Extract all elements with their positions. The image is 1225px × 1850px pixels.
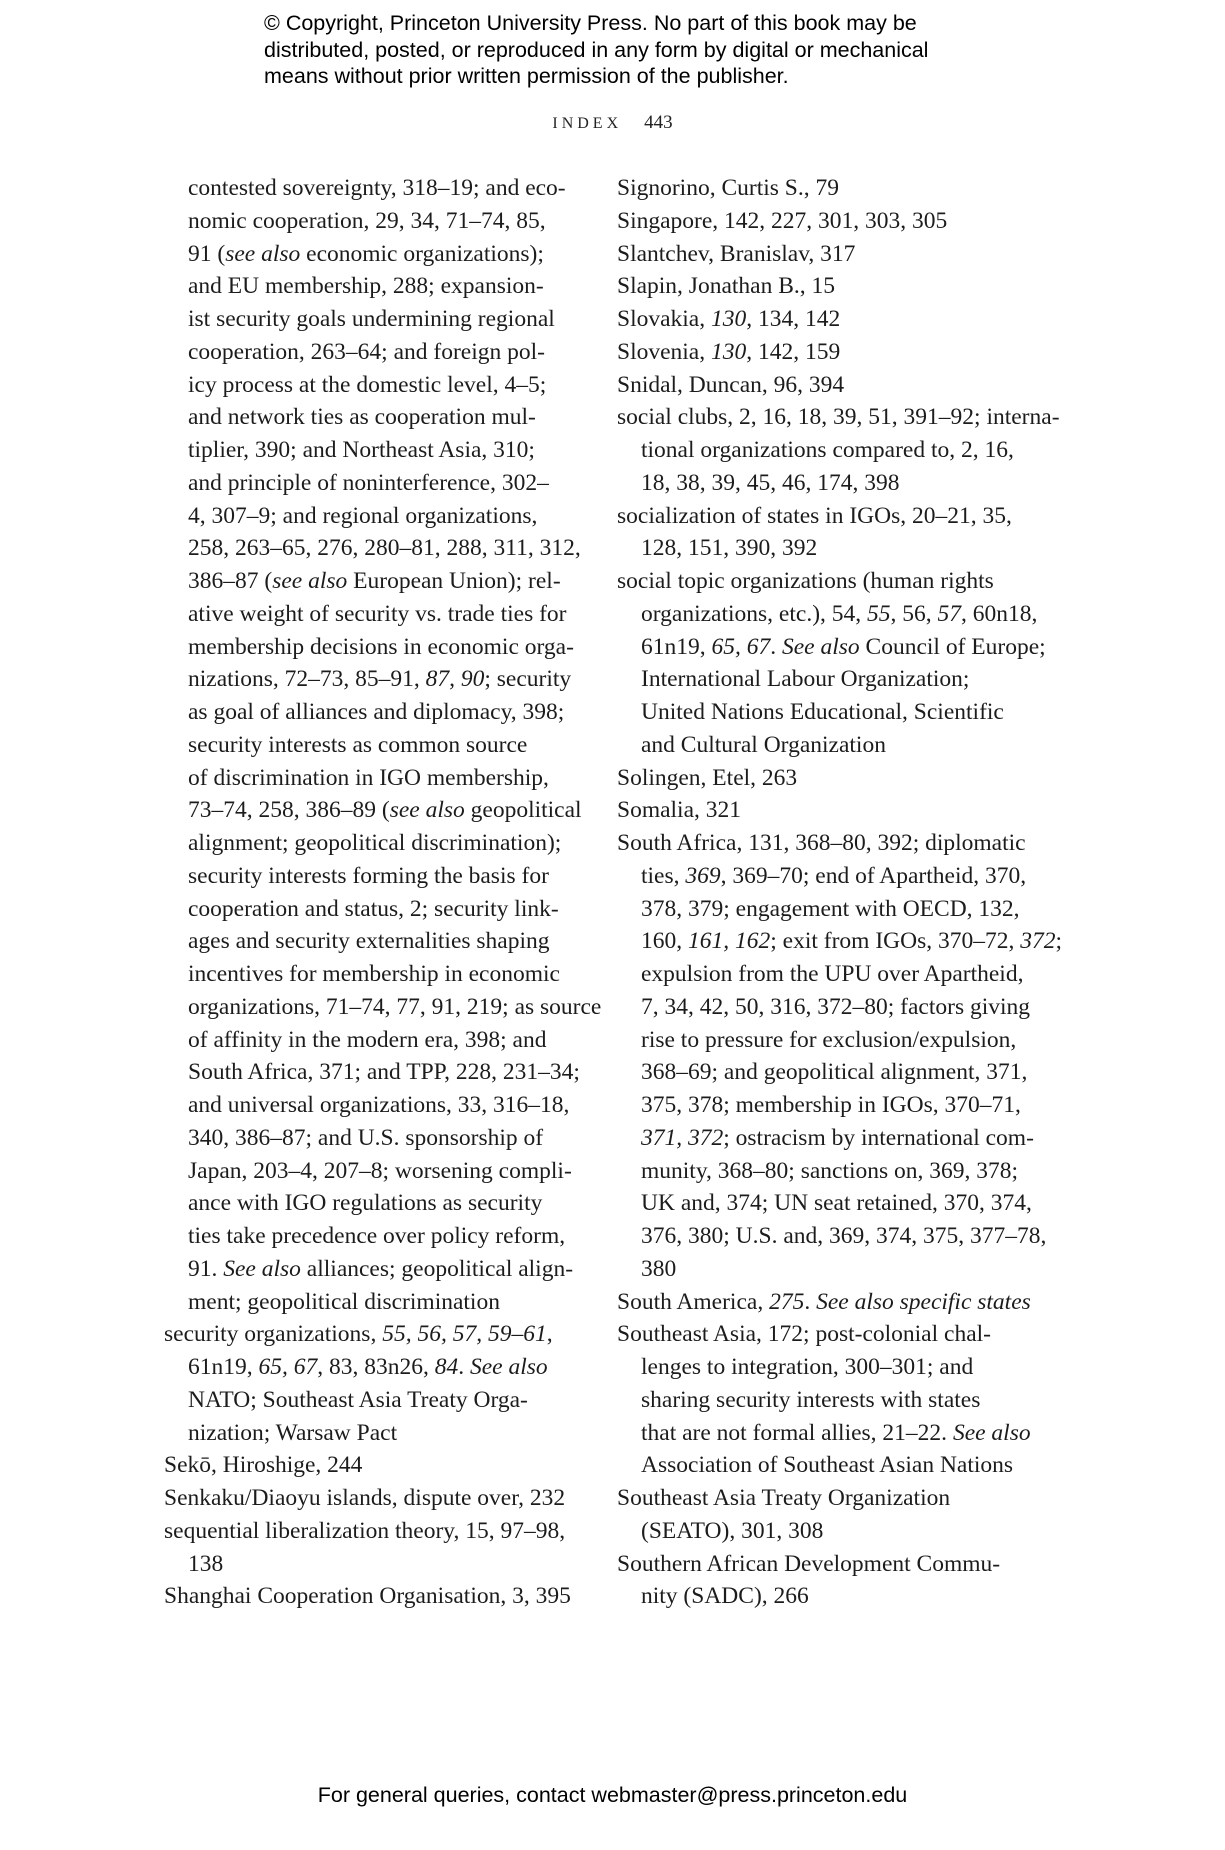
footer-contact: For general queries, contact webmaster@press.princeton.edu — [317, 1783, 908, 1807]
index-line: 375, 378; membership in IGOs, 370–71, — [641, 1092, 1021, 1118]
index-line: Japan, 203–4, 207–8; worsening compli- — [188, 1157, 572, 1184]
index-line: socialization of states in IGOs, 20–21, 35, — [617, 502, 1012, 529]
index-entry — [617, 565, 1046, 762]
index-entry — [164, 1449, 584, 1482]
copyright-line: means without prior written permission of the publisher. — [264, 64, 789, 88]
index-line: security organizations, 55, 56, 57, 59–61, — [164, 1321, 553, 1348]
index-entry — [617, 794, 1037, 827]
index-entry — [617, 369, 1037, 402]
running-head — [0, 112, 1225, 134]
index-entry — [617, 401, 1060, 499]
index-line: 376, 380; U.S. and, 369, 374, 375, 377–78, — [641, 1223, 1047, 1249]
index-line: of affinity in the modern era, 398; and — [188, 1026, 547, 1053]
index-line: ties take precedence over policy reform, — [188, 1223, 566, 1249]
index-entry — [164, 1318, 584, 1449]
index-line: 4, 307–9; and regional organizations, — [188, 502, 538, 529]
index-entry — [617, 500, 1037, 566]
index-line: (SEATO), 301, 308 — [641, 1517, 824, 1544]
index-line: Slapin, Jonathan B., 15 — [617, 273, 836, 300]
index-line: cooperation and status, 2; security link- — [188, 895, 559, 922]
index-line: 61n19, 65, 67. See also Council of Europe; — [641, 633, 1046, 660]
index-line: munity, 368–80; sanctions on, 369, 378; — [641, 1157, 1019, 1184]
index-line: and principle of noninterference, 302– — [188, 469, 549, 496]
index-line: Sekō, Hiroshige, 244 — [164, 1452, 363, 1479]
index-line: Somalia, 321 — [617, 797, 742, 824]
index-entry-continuation — [164, 172, 602, 1318]
index-line: 138 — [188, 1550, 224, 1577]
index-line: ance with IGO regulations as security — [188, 1190, 543, 1217]
index-line: International Labour Organization; — [641, 666, 970, 693]
index-line: 73–74, 258, 386–89 (see also geopolitical — [188, 797, 582, 824]
index-line: Snidal, Duncan, 96, 394 — [617, 371, 845, 398]
index-line: United Nations Educational, Scientific — [641, 699, 1004, 725]
index-line: and EU membership, 288; expansion- — [188, 273, 544, 300]
index-entry — [617, 827, 1063, 1286]
index-line: Southeast Asia Treaty Organization — [617, 1485, 951, 1511]
index-line: 368–69; and geopolitical alignment, 371, — [641, 1059, 1028, 1086]
index-entry — [617, 1318, 1037, 1482]
index-line: nization; Warsaw Pact — [188, 1419, 398, 1446]
index-line: tiplier, 390; and Northeast Asia, 310; — [188, 437, 535, 463]
index-line: social topic organizations (human rights — [617, 568, 994, 594]
copyright-notice — [264, 10, 984, 90]
index-line: social clubs, 2, 16, 18, 39, 51, 391–92; interna- — [617, 404, 1060, 431]
index-line: sharing security interests with states — [641, 1386, 981, 1413]
index-entry — [617, 762, 1037, 795]
index-line: South Africa, 371; and TPP, 228, 231–34; — [188, 1059, 580, 1086]
index-line: ative weight of security vs. trade ties for — [188, 600, 567, 627]
index-entry — [617, 205, 1037, 238]
index-entry — [617, 336, 1037, 369]
index-line: cooperation, 263–64; and foreign pol- — [188, 338, 545, 365]
index-line: 91. See also alliances; geopolitical align- — [188, 1255, 574, 1282]
index-line: tional organizations compared to, 2, 16, — [641, 437, 1014, 463]
index-line: Senkaku/Diaoyu islands, dispute over, 232 — [164, 1485, 566, 1511]
running-head-label: INDEX — [552, 115, 623, 132]
index-line: incentives for membership in economic — [188, 961, 560, 987]
index-line: 380 — [641, 1255, 677, 1282]
index-line: UK and, 374; UN seat retained, 370, 374, — [641, 1190, 1032, 1217]
index-line: South Africa, 131, 368–80, 392; diplomatic — [617, 830, 1026, 856]
index-line: membership decisions in economic orga- — [188, 633, 574, 660]
index-entry — [164, 1482, 584, 1515]
index-line: of discrimination in IGO membership, — [188, 764, 549, 791]
index-line: contested sovereignty, 318–19; and eco- — [188, 175, 566, 201]
index-line: 91 (see also economic organizations); — [188, 240, 544, 267]
index-line: Southern African Development Commu- — [617, 1550, 1001, 1577]
index-line: 386–87 (see also European Union); rel- — [188, 568, 561, 594]
index-line: ages and security externalities shaping — [188, 928, 550, 955]
index-line: South America, 275. See also specific states — [617, 1288, 1031, 1315]
index-line: Association of Southeast Asian Nations — [641, 1452, 1014, 1479]
index-line: organizations, 71–74, 77, 91, 219; as source — [188, 993, 602, 1020]
index-line: Slovakia, 130, 134, 142 — [617, 306, 841, 332]
index-line: rise to pressure for exclusion/expulsion, — [641, 1026, 1017, 1053]
index-entry — [617, 1548, 1037, 1614]
index-entry — [617, 172, 1037, 205]
index-line: 340, 386–87; and U.S. sponsorship of — [188, 1124, 544, 1151]
index-line: 160, 161, 162; exit from IGOs, 370–72, 372; — [641, 928, 1063, 955]
index-column-right — [617, 172, 1063, 1613]
index-line: security interests as common source — [188, 731, 528, 758]
index-line: and universal organizations, 33, 316–18, — [188, 1092, 570, 1118]
copyright-line: © Copyright, Princeton University Press. No part of this book may be — [264, 11, 917, 35]
index-entry — [164, 1515, 584, 1581]
index-line: expulsion from the UPU over Apartheid, — [641, 961, 1024, 987]
index-line: security interests forming the basis for — [188, 862, 549, 889]
index-entry — [617, 270, 1037, 303]
index-line: Slantchev, Branislav, 317 — [617, 240, 856, 267]
index-line: 128, 151, 390, 392 — [641, 535, 818, 562]
index-line: sequential liberalization theory, 15, 97–98, — [164, 1517, 566, 1544]
index-line: Singapore, 142, 227, 301, 303, 305 — [617, 207, 948, 234]
index-line: nity (SADC), 266 — [641, 1583, 809, 1610]
index-line: icy process at the domestic level, 4–5; — [188, 371, 547, 398]
page-number: 443 — [644, 112, 673, 133]
index-line: Signorino, Curtis S., 79 — [617, 175, 839, 201]
index-line: 7, 34, 42, 50, 316, 372–80; factors giving — [641, 993, 1031, 1020]
index-entry — [617, 238, 1037, 271]
index-line: Shanghai Cooperation Organisation, 3, 395 — [164, 1583, 571, 1610]
index-line: ties, 369, 369–70; end of Apartheid, 370, — [641, 862, 1027, 889]
index-line: lenges to integration, 300–301; and — [641, 1354, 974, 1380]
index-line: NATO; Southeast Asia Treaty Orga- — [188, 1386, 528, 1413]
index-line: 378, 379; engagement with OECD, 132, — [641, 895, 1020, 922]
index-line: as goal of alliances and diplomacy, 398; — [188, 699, 565, 725]
index-line: 371, 372; ostracism by international com- — [641, 1124, 1034, 1151]
index-entry — [617, 303, 1037, 336]
index-line: alignment; geopolitical discrimination); — [188, 830, 562, 856]
index-line: organizations, etc.), 54, 55, 56, 57, 60n18, — [641, 600, 1038, 627]
index-line: and Cultural Organization — [641, 731, 886, 758]
index-line: 61n19, 65, 67, 83, 83n26, 84. See also — [188, 1354, 548, 1380]
index-entry — [617, 1286, 1037, 1319]
index-line: nizations, 72–73, 85–91, 87, 90; security — [188, 666, 572, 693]
index-line: Solingen, Etel, 263 — [617, 764, 798, 791]
index-entry — [617, 1482, 1037, 1548]
index-column-left — [164, 172, 602, 1613]
index-entry — [164, 1580, 584, 1613]
index-line: Slovenia, 130, 142, 159 — [617, 338, 841, 365]
index-line: 258, 263–65, 276, 280–81, 288, 311, 312, — [188, 535, 581, 562]
index-line: and network ties as cooperation mul- — [188, 404, 536, 431]
index-line: nomic cooperation, 29, 34, 71–74, 85, — [188, 207, 546, 234]
index-line: Southeast Asia, 172; post-colonial chal- — [617, 1321, 991, 1348]
index-line: that are not formal allies, 21–22. See also — [641, 1419, 1031, 1446]
copyright-line: distributed, posted, or reproduced in any form by digital or mechanical — [264, 37, 929, 62]
index-line: ment; geopolitical discrimination — [188, 1288, 500, 1315]
index-line: 18, 38, 39, 45, 46, 174, 398 — [641, 469, 900, 496]
index-line: ist security goals undermining regional — [188, 306, 555, 332]
